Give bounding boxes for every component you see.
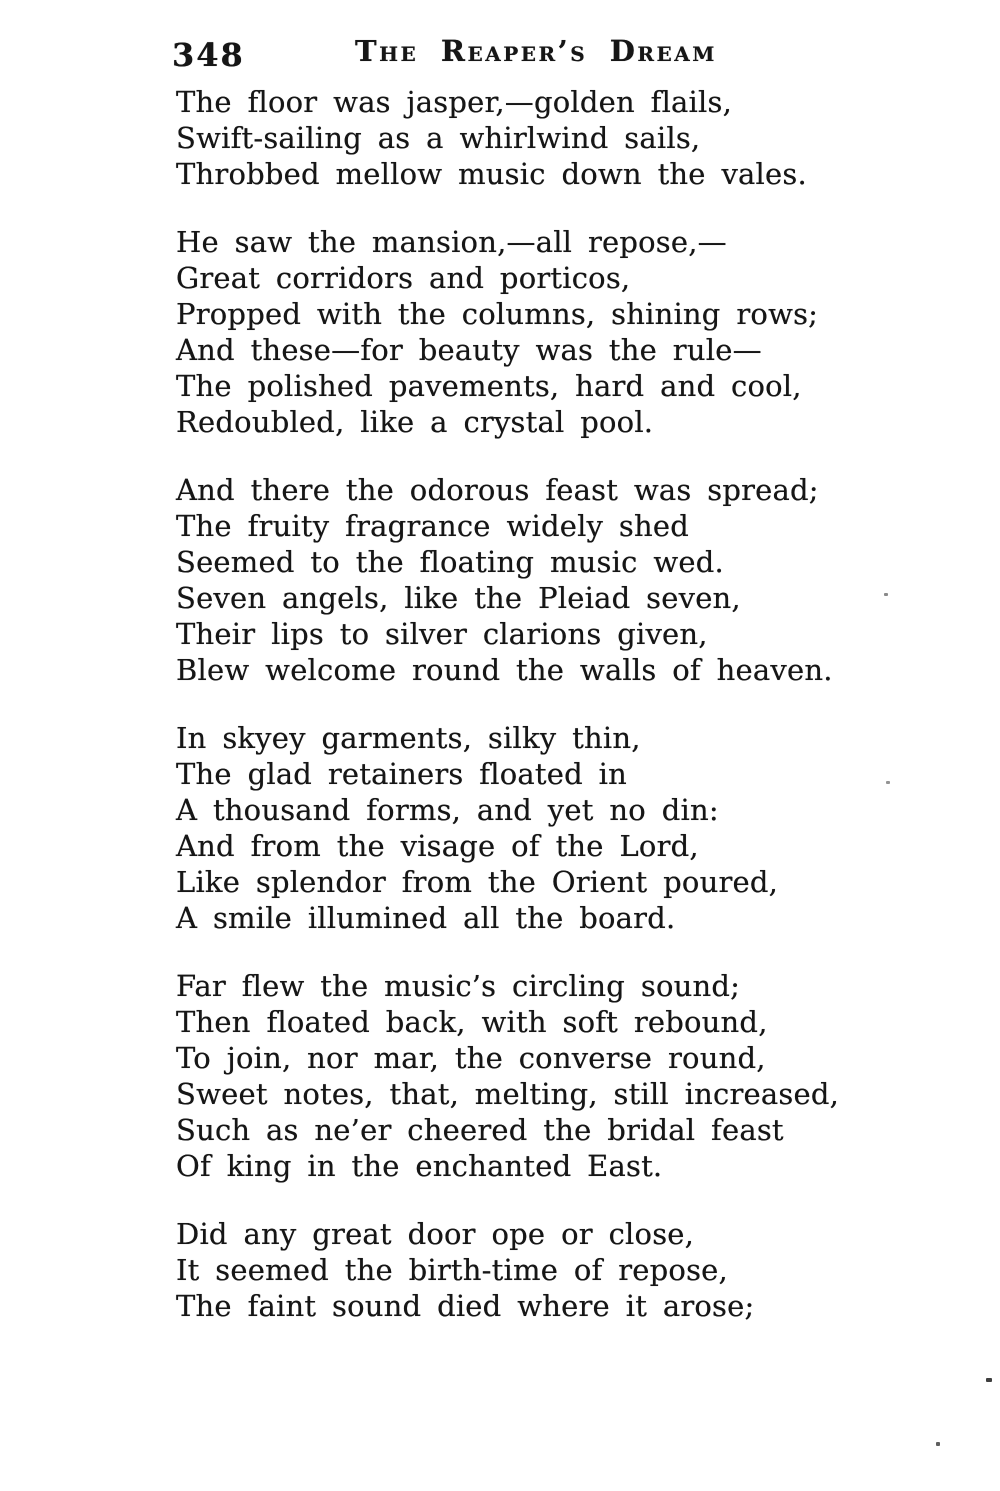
poem-line: Propped with the columns, shining rows; [176, 297, 819, 331]
poem-line: It seemed the birth-time of repose, [176, 1253, 728, 1287]
poem-line: Great corridors and porticos, [176, 261, 631, 295]
poem-line: And there the odorous feast was spread; [176, 473, 819, 507]
poem-line: The fruity fragrance widely shed [176, 509, 690, 543]
poem-line: Blew welcome round the walls of heaven. [176, 653, 833, 687]
poem-line: Did any great door ope or close, [176, 1217, 695, 1251]
poem-line: In skyey garments, silky thin, [176, 721, 641, 755]
poem-line: Seven angels, like the Pleiad seven, [176, 581, 741, 615]
poem-line: The floor was jasper,—golden flails, [176, 85, 732, 119]
poem-line: Throbbed mellow music down the vales. [176, 157, 807, 191]
poem-line: To join, nor mar, the converse round, [176, 1041, 766, 1075]
poem-line: Seemed to the floating music wed. [176, 545, 724, 579]
poem-line: And these—for beauty was the rule— [176, 333, 762, 367]
page-number: 348 [172, 36, 245, 74]
poem-line: The glad retainers floated in [176, 757, 627, 791]
poem-line: Sweet notes, that, melting, still increased, [176, 1077, 840, 1111]
poem-line: The polished pavements, hard and cool, [176, 369, 802, 403]
running-header [172, 34, 900, 74]
stanza [176, 1216, 916, 1324]
poem-line: The faint sound died where it arose; [176, 1289, 755, 1323]
scan-speck [886, 781, 890, 784]
stanza [176, 84, 916, 192]
poem-line: Redoubled, like a crystal pool. [176, 405, 654, 439]
poem-line: Like splendor from the Orient poured, [176, 865, 779, 899]
poem-line: Of king in the enchanted East. [176, 1149, 663, 1183]
poem-line: Far flew the music’s circling sound; [176, 969, 741, 1003]
scan-speck [986, 1378, 992, 1382]
poem-line: And from the visage of the Lord, [176, 829, 699, 863]
poem-line: Such as ne’er cheered the bridal feast [176, 1113, 784, 1147]
poem-line: A thousand forms, and yet no din: [176, 793, 719, 827]
poem-line: He saw the mansion,—all repose,— [176, 225, 727, 259]
stanza [176, 720, 916, 936]
poem-line: Then floated back, with soft rebound, [176, 1005, 768, 1039]
stanza [176, 968, 916, 1184]
poem [176, 84, 916, 1356]
stanza [176, 472, 916, 688]
scan-speck [884, 593, 888, 596]
scan-speck [936, 1442, 940, 1446]
poem-line: A smile illumined all the board. [176, 901, 676, 935]
poem-line: Their lips to silver clarions given, [176, 617, 708, 651]
poem-line: Swift-sailing as a whirlwind sails, [176, 121, 701, 155]
stanza [176, 224, 916, 440]
running-title: The Reaper’s Dream [355, 34, 717, 68]
